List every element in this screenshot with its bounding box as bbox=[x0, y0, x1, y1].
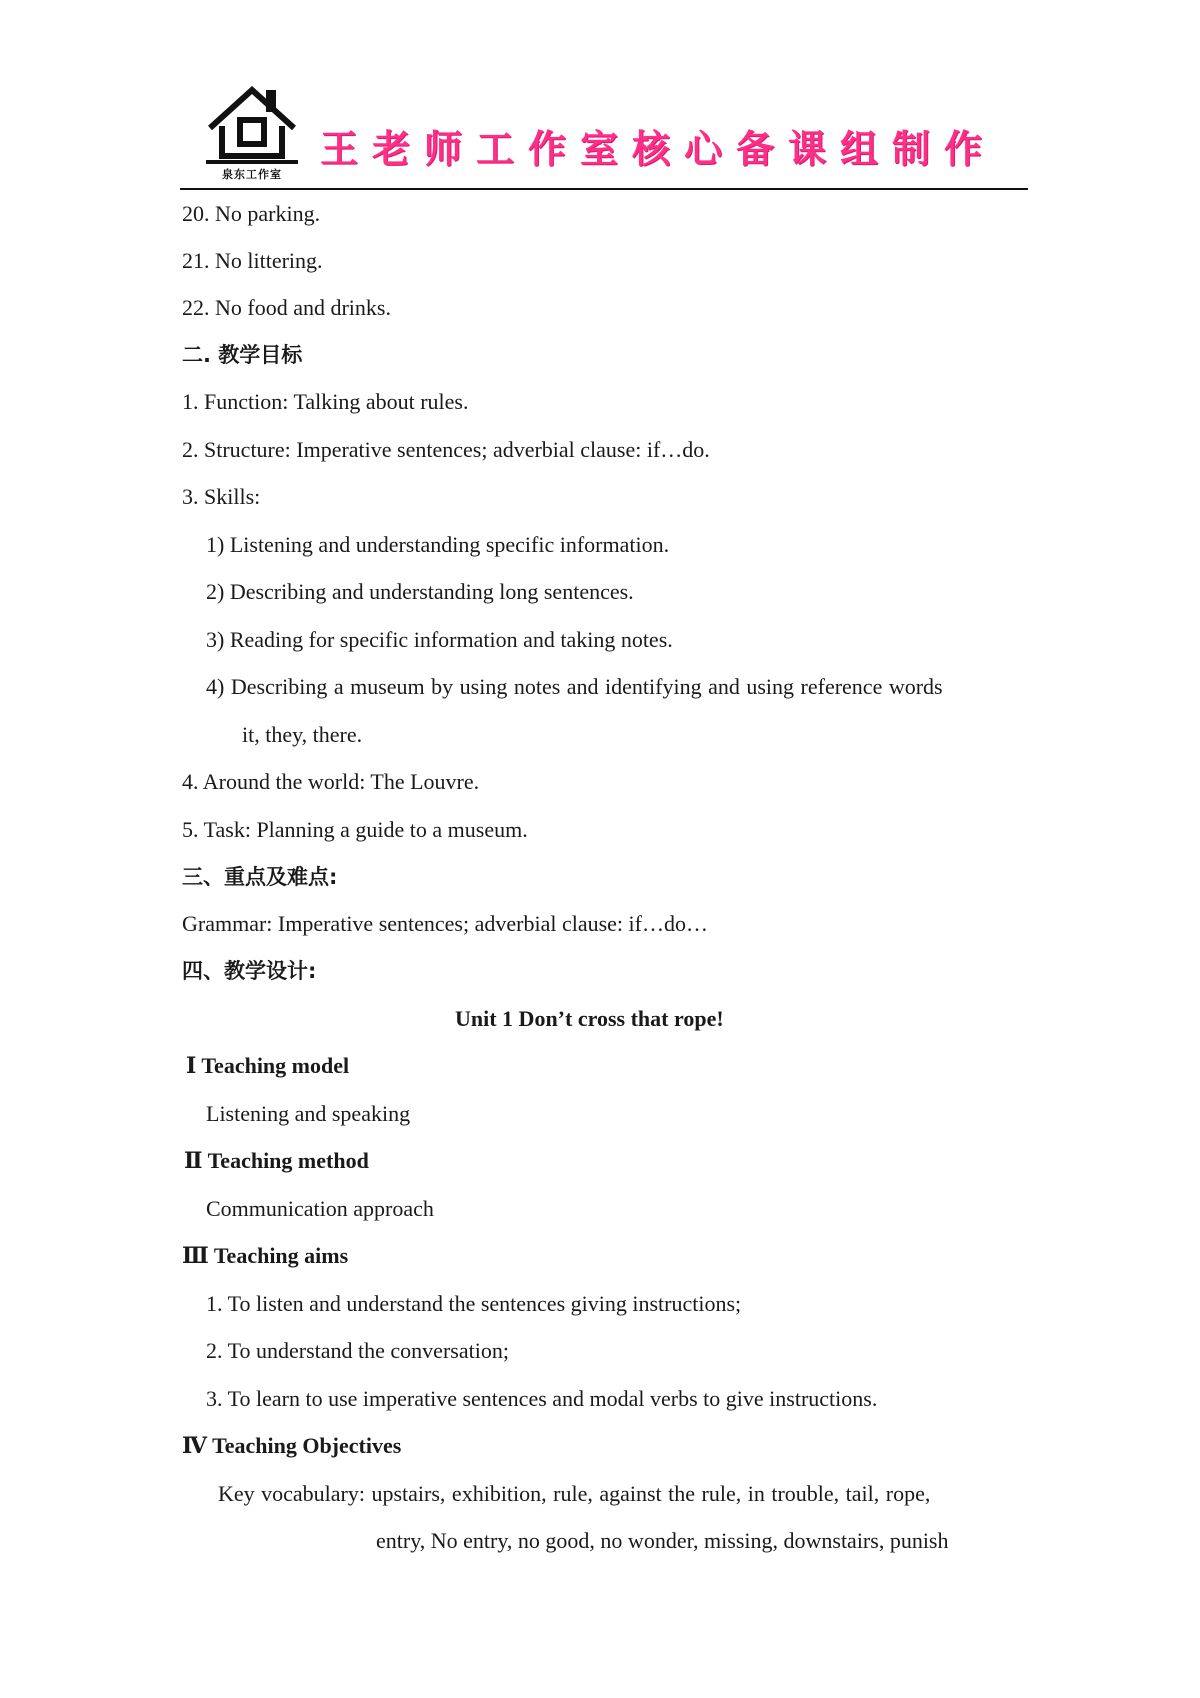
page-header bbox=[180, 84, 1030, 190]
rule-item-22: 22. No food and drinks. bbox=[182, 295, 391, 320]
teaching-model-body: Listening and speaking bbox=[206, 1101, 411, 1126]
unit-title: Unit 1 Don’t cross that rope! bbox=[455, 1006, 724, 1031]
teaching-method-body: Communication approach bbox=[206, 1196, 434, 1221]
skill-item-4-continued: it, they, there. bbox=[242, 722, 363, 747]
goal-item-1: 1. Function: Talking about rules. bbox=[182, 389, 469, 414]
skill-item-1: 1) Listening and understanding specific information. bbox=[206, 532, 670, 557]
goal-item-3: 3. Skills: bbox=[182, 484, 261, 509]
rule-item-20: 20. No parking. bbox=[182, 201, 321, 226]
heading-teaching-aims: Ⅲ Teaching aims bbox=[182, 1243, 349, 1268]
skill-item-2: 2) Describing and understanding long sentences. bbox=[206, 579, 634, 604]
header-divider bbox=[180, 188, 1028, 190]
rule-item-21: 21. No littering. bbox=[182, 248, 323, 273]
heading-teaching-model: Ⅰ Teaching model bbox=[186, 1053, 350, 1078]
skill-item-4: 4) Describing a museum by using notes and identifying and using reference words bbox=[206, 674, 943, 699]
key-vocabulary-line-1: Key vocabulary: upstairs, exhibition, rule, against the rule, in trouble, tail, rope, bbox=[218, 1481, 931, 1506]
section-heading-key-points: 三、重点及难点: bbox=[182, 865, 338, 889]
key-vocabulary-line-2: entry, No entry, no good, no wonder, missing, downstairs, punish bbox=[376, 1528, 949, 1553]
aim-item-2: 2. To understand the conversation; bbox=[206, 1338, 509, 1363]
logo-caption: 泉东工作室 bbox=[222, 168, 282, 181]
aim-item-3: 3. To learn to use imperative sentences and modal verbs to give instructions. bbox=[206, 1386, 878, 1411]
aim-item-1: 1. To listen and understand the sentences giving instructions; bbox=[206, 1291, 742, 1316]
section-heading-design: 四、教学设计: bbox=[182, 959, 317, 983]
header-banner: 王老师工作室核心备课组制作 bbox=[320, 127, 997, 171]
goal-item-4: 4. Around the world: The Louvre. bbox=[182, 769, 480, 794]
section-heading-goals: 二. 教学目标 bbox=[182, 343, 303, 367]
skill-item-3: 3) Reading for specific information and taking notes. bbox=[206, 627, 673, 652]
grammar-line: Grammar: Imperative sentences; adverbial clause: if…do… bbox=[182, 911, 708, 936]
goal-item-2: 2. Structure: Imperative sentences; adverbial clause: if…do. bbox=[182, 437, 710, 462]
heading-teaching-method: Ⅱ Teaching method bbox=[184, 1148, 369, 1173]
heading-teaching-objectives: Ⅳ Teaching Objectives bbox=[182, 1433, 402, 1458]
goal-item-5: 5. Task: Planning a guide to a museum. bbox=[182, 817, 528, 842]
